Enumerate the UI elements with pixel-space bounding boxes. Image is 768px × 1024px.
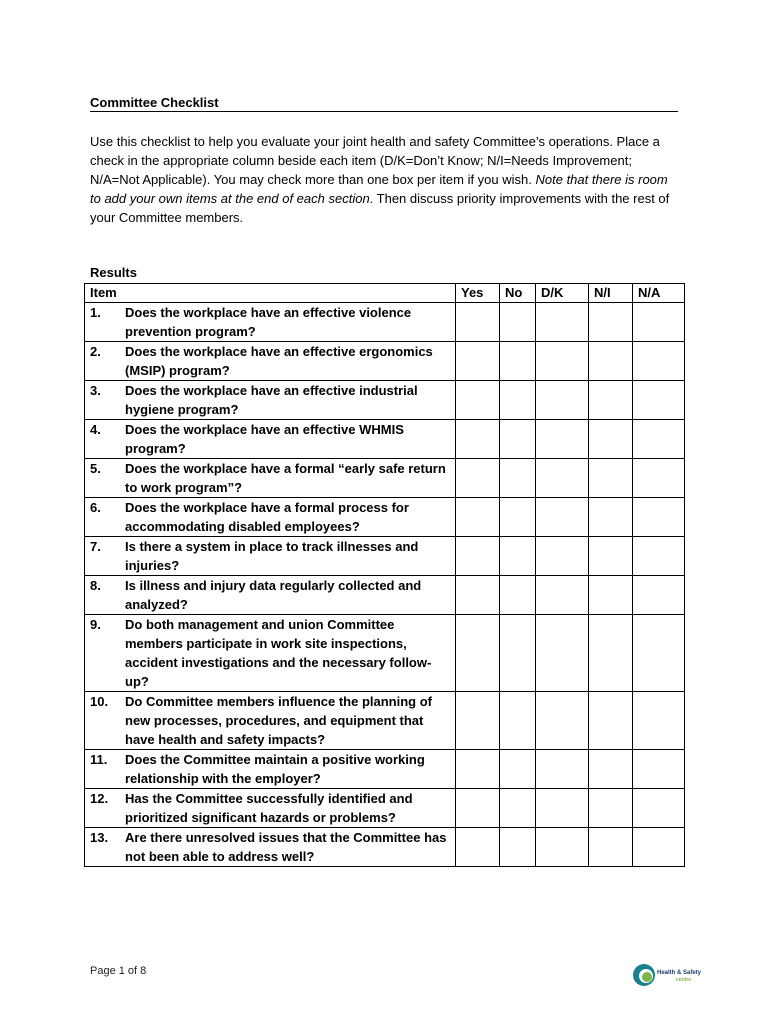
item-question: Does the workplace have a formal “early safe return to work program”? (125, 461, 446, 495)
check-cell-yes[interactable] (456, 498, 500, 537)
table-header-row (85, 284, 685, 303)
check-cell-dk[interactable] (536, 692, 589, 750)
check-cell-yes[interactable] (456, 750, 500, 789)
check-cell-yes[interactable] (456, 537, 500, 576)
check-cell-yes[interactable] (456, 342, 500, 381)
check-cell-dk[interactable] (536, 828, 589, 867)
check-cell-na[interactable] (633, 576, 685, 615)
check-cell-yes[interactable] (456, 576, 500, 615)
check-cell-ni[interactable] (589, 381, 633, 420)
table-row (85, 303, 685, 342)
header-yes: Yes (456, 284, 500, 303)
health-safety-centre-logo (632, 956, 702, 992)
header-na: N/A (633, 284, 685, 303)
table-row (85, 459, 685, 498)
check-cell-no[interactable] (500, 498, 536, 537)
page-number: Page 1 of 8 (90, 965, 147, 977)
check-cell-no[interactable] (500, 537, 536, 576)
check-cell-ni[interactable] (589, 498, 633, 537)
check-cell-dk[interactable] (536, 303, 589, 342)
check-cell-dk[interactable] (536, 576, 589, 615)
item-question: Has the Committee successfully identified and prioritized significant hazards or problems? (125, 791, 413, 825)
item-cell (85, 342, 456, 381)
item-cell (85, 303, 456, 342)
item-cell (85, 498, 456, 537)
check-cell-na[interactable] (633, 498, 685, 537)
check-cell-na[interactable] (633, 789, 685, 828)
item-number: 11. (90, 752, 108, 767)
item-number: 12. (90, 791, 109, 806)
item-number: 1. (90, 305, 101, 320)
item-question: Does the Committee maintain a positive working relationship with the employer? (125, 752, 425, 786)
check-cell-ni[interactable] (589, 537, 633, 576)
table-row (85, 342, 685, 381)
table-row (85, 381, 685, 420)
item-number: 7. (90, 539, 101, 554)
check-cell-na[interactable] (633, 342, 685, 381)
check-cell-dk[interactable] (536, 498, 589, 537)
check-cell-ni[interactable] (589, 342, 633, 381)
item-question: Does the workplace have an effective violence prevention program? (125, 305, 412, 339)
table-row (85, 576, 685, 615)
check-cell-ni[interactable] (589, 576, 633, 615)
item-number: 3. (90, 383, 101, 398)
check-cell-na[interactable] (633, 459, 685, 498)
check-cell-no[interactable] (500, 303, 536, 342)
item-cell (85, 789, 456, 828)
check-cell-na[interactable] (633, 303, 685, 342)
table-row (85, 498, 685, 537)
check-cell-yes[interactable] (456, 692, 500, 750)
check-cell-yes[interactable] (456, 615, 500, 692)
logo-text-2: centre (676, 977, 692, 983)
item-cell (85, 381, 456, 420)
item-cell (85, 459, 456, 498)
check-cell-na[interactable] (633, 381, 685, 420)
check-cell-yes[interactable] (456, 789, 500, 828)
results-heading: Results (90, 265, 137, 280)
check-cell-dk[interactable] (536, 459, 589, 498)
check-cell-ni[interactable] (589, 615, 633, 692)
item-cell (85, 828, 456, 867)
check-cell-dk[interactable] (536, 615, 589, 692)
item-question: Do Committee members influence the planning of new processes, procedures, and equipment that have health and safety impacts? (125, 694, 432, 747)
check-cell-no[interactable] (500, 750, 536, 789)
check-cell-na[interactable] (633, 692, 685, 750)
check-cell-no[interactable] (500, 459, 536, 498)
item-question: Is there a system in place to track illnesses and injuries? (125, 539, 419, 573)
table-row (85, 750, 685, 789)
check-cell-no[interactable] (500, 692, 536, 750)
check-cell-dk[interactable] (536, 420, 589, 459)
intro-paragraph (90, 132, 682, 227)
table-row (85, 789, 685, 828)
check-cell-yes[interactable] (456, 420, 500, 459)
check-cell-dk[interactable] (536, 750, 589, 789)
header-item: Item (85, 284, 456, 303)
item-cell (85, 420, 456, 459)
check-cell-no[interactable] (500, 789, 536, 828)
header-ni: N/I (589, 284, 633, 303)
item-number: 10. (90, 694, 109, 709)
item-number: 8. (90, 578, 101, 593)
check-cell-ni[interactable] (589, 789, 633, 828)
item-cell (85, 615, 456, 692)
item-question: Do both management and union Committee members participate in work site inspections, accident investigations and the necessary follow-up? (125, 617, 432, 689)
item-number: 4. (90, 422, 101, 437)
checklist-table (84, 283, 685, 867)
item-question: Does the workplace have a formal process for accommodating disabled employees? (125, 500, 409, 534)
intro-text-2: . Then discuss priority improvements with the rest of your Committee members. (90, 191, 670, 225)
check-cell-no[interactable] (500, 576, 536, 615)
item-number: 2. (90, 344, 101, 359)
check-cell-no[interactable] (500, 381, 536, 420)
page-title: Committee Checklist (90, 95, 678, 112)
table-row (85, 692, 685, 750)
check-cell-dk[interactable] (536, 381, 589, 420)
header-no: No (500, 284, 536, 303)
item-number: 6. (90, 500, 101, 515)
item-cell (85, 576, 456, 615)
item-question: Does the workplace have an effective WHMIS program? (125, 422, 404, 456)
check-cell-dk[interactable] (536, 537, 589, 576)
check-cell-ni[interactable] (589, 750, 633, 789)
check-cell-na[interactable] (633, 537, 685, 576)
table-row (85, 537, 685, 576)
item-cell (85, 692, 456, 750)
logo-text-1: Health & Safety (657, 970, 702, 976)
check-cell-ni[interactable] (589, 303, 633, 342)
header-dk: D/K (536, 284, 589, 303)
intro-note: Note that there is room to add your own items at the end of each section (90, 172, 668, 206)
intro-text-1: Use this checklist to help you evaluate your joint health and safety Committee’s operations. Place a check in the appropriate column beside each item (D/K=Don’t Know; N/I=Needs Improvement; N/A=Not Applicable). You may check more than one box per item if you wish. (90, 134, 660, 187)
check-cell-ni[interactable] (589, 459, 633, 498)
check-cell-ni[interactable] (589, 420, 633, 459)
check-cell-dk[interactable] (536, 342, 589, 381)
check-cell-na[interactable] (633, 750, 685, 789)
item-cell (85, 537, 456, 576)
table-row (85, 420, 685, 459)
check-cell-yes[interactable] (456, 303, 500, 342)
item-question: Are there unresolved issues that the Committee has not been able to address well? (125, 830, 447, 864)
check-cell-no[interactable] (500, 615, 536, 692)
item-question: Is illness and injury data regularly collected and analyzed? (125, 578, 422, 612)
check-cell-dk[interactable] (536, 789, 589, 828)
item-number: 9. (90, 617, 101, 632)
check-cell-na[interactable] (633, 420, 685, 459)
item-number: 5. (90, 461, 101, 476)
check-cell-na[interactable] (633, 828, 685, 867)
table-row (85, 615, 685, 692)
check-cell-ni[interactable] (589, 828, 633, 867)
check-cell-na[interactable] (633, 615, 685, 692)
item-number: 13. (90, 830, 109, 845)
check-cell-no[interactable] (500, 342, 536, 381)
check-cell-ni[interactable] (589, 692, 633, 750)
check-cell-no[interactable] (500, 828, 536, 867)
item-question: Does the workplace have an effective industrial hygiene program? (125, 383, 418, 417)
table-row (85, 828, 685, 867)
check-cell-yes[interactable] (456, 459, 500, 498)
check-cell-no[interactable] (500, 420, 536, 459)
item-cell (85, 750, 456, 789)
check-cell-yes[interactable] (456, 381, 500, 420)
check-cell-yes[interactable] (456, 828, 500, 867)
item-question: Does the workplace have an effective ergonomics (MSIP) program? (125, 344, 433, 378)
